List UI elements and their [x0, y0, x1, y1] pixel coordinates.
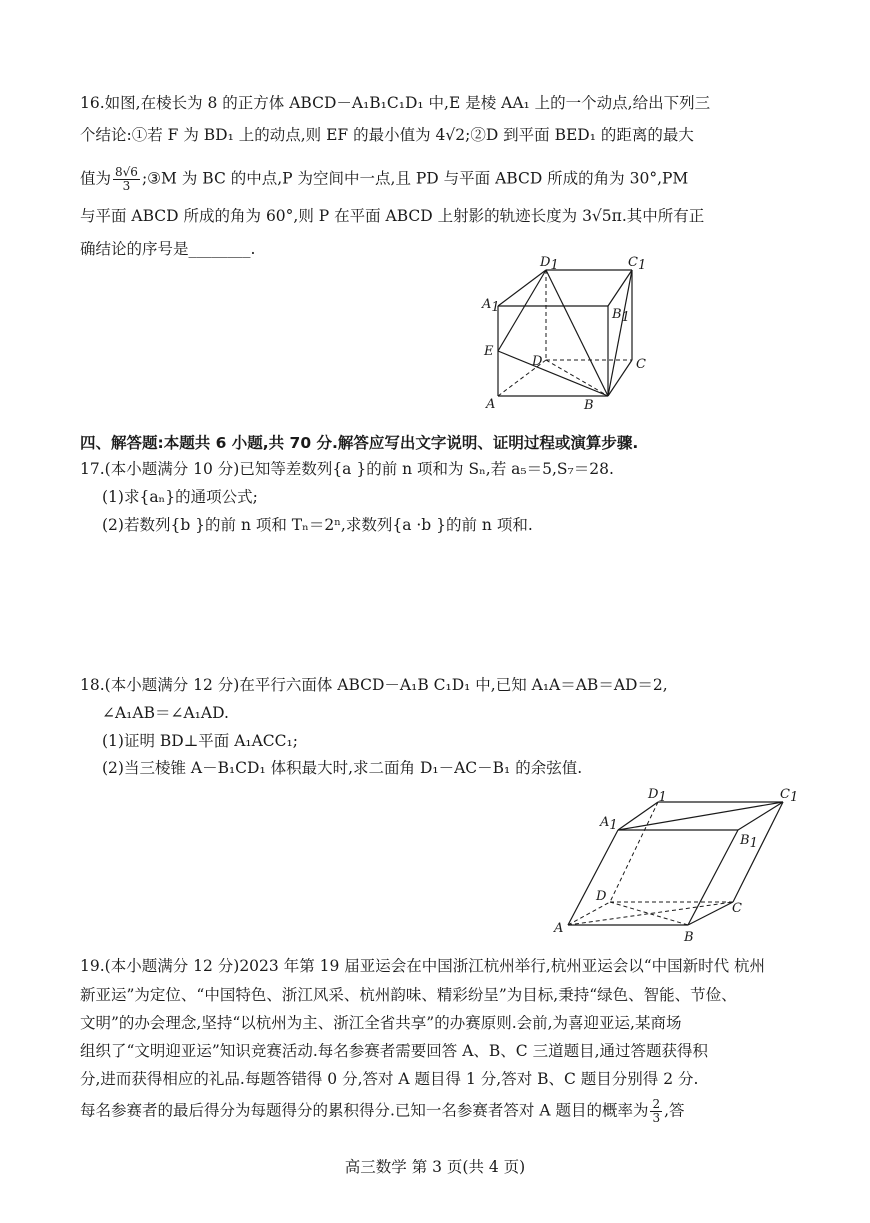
- q19-line2: 新亚运”为定位、“中国特色、浙江风采、杭州韵味、精彩纷呈”为目标,秉持“绿色、智能、节俭、: [80, 986, 737, 1004]
- q19-line4: 组织了“文明迎亚运”知识竞赛活动.每名参赛者需要回答 A、B、C 三道题目,通过答题获得积: [80, 1042, 709, 1060]
- q16-line4: 与平面 ABCD 所成的角为 60°,则 P 在平面 ABCD 上射影的轨迹长度为 3√5π.其中所有正: [80, 207, 705, 225]
- label-c: C: [732, 901, 742, 916]
- edge-a1d1: [498, 270, 546, 306]
- edge-d1d: [610, 802, 658, 902]
- label-b: B: [584, 398, 594, 413]
- cube-figure: [478, 256, 658, 416]
- q16-line3-pre: 值为: [80, 169, 112, 188]
- diagonal-a1c1: [618, 802, 783, 830]
- q16-fraction: [113, 166, 140, 193]
- q16-fraction-numerator: 8√6: [115, 165, 138, 179]
- label-b1: B1: [612, 307, 630, 325]
- label-d1: D1: [648, 787, 667, 805]
- q18-line2: ∠A₁AB＝∠A₁AD.: [102, 704, 229, 722]
- q16-fraction-denominator: 3: [122, 179, 131, 193]
- q17-line2: (1)求{aₙ}的通项公式;: [102, 488, 258, 506]
- q19-line1: 19.(本小题满分 12 分)2023 年第 19 届亚运会在中国浙江杭州举行,杭州亚运会以“中国新时代 杭州: [80, 957, 766, 975]
- q19-fraction-numerator: 2: [652, 1097, 661, 1111]
- q18-line4: (2)当三棱锥 A－B₁CD₁ 体积最大时,求二面角 D₁－AC－B₁ 的余弦值.: [102, 759, 583, 777]
- q16-line2: 个结论:①若 F 为 BD₁ 上的动点,则 EF 的最小值为 4√2;②D 到平面 BED₁ 的距离的最大: [80, 126, 694, 144]
- label-a1: A1: [482, 297, 500, 315]
- segment-d1e: [498, 270, 546, 351]
- label-a: A: [554, 921, 564, 936]
- label-c1: C1: [628, 255, 647, 273]
- q19-fraction-denominator: 3: [652, 1111, 661, 1125]
- label-c1: C1: [780, 787, 799, 805]
- q17-line1: 17.(本小题满分 10 分)已知等差数列{a }的前 n 项和为 Sₙ,若 a₅＝5,S₇＝28.: [80, 460, 614, 478]
- q19-line3: 文明”的办会理念,坚持“以杭州为主、浙江全省共享”的办赛原则.会前,为喜迎亚运,某商场: [80, 1014, 682, 1032]
- label-d: D: [532, 354, 543, 369]
- q19-line6-post: ,答: [664, 1101, 685, 1120]
- page-footer: 高三数学 第 3 页(共 4 页): [344, 1158, 526, 1176]
- q19-fraction: [650, 1098, 662, 1125]
- q16-line3: [80, 166, 688, 193]
- label-e: E: [484, 344, 494, 359]
- label-a: A: [486, 397, 496, 412]
- label-a1: A1: [600, 815, 618, 833]
- label-b: B: [684, 930, 694, 945]
- edge-a1d1: [618, 802, 658, 830]
- section-4-heading: 四、解答题:本题共 6 小题,共 70 分.解答应写出文字说明、证明过程或演算步骤.: [80, 434, 639, 452]
- label-c: C: [636, 357, 646, 372]
- label-d1: D1: [540, 255, 559, 273]
- q16-line1: 16.如图,在棱长为 8 的正方体 ABCD－A₁B₁C₁D₁ 中,E 是棱 AA₁ 上的一个动点,给出下列三: [80, 94, 711, 112]
- parallelepiped-figure: [548, 780, 798, 950]
- edge-b1b: [688, 830, 738, 925]
- segment-eb: [498, 351, 608, 396]
- q16-line5: 确结论的序号是________.: [80, 240, 256, 258]
- q19-line5: 分,进而获得相应的礼品.每题答错得 0 分,答对 A 题目得 1 分,答对 B、C 题目分别得 2 分.: [80, 1070, 699, 1088]
- q19-line6: [80, 1098, 685, 1125]
- q19-line6-pre: 每名参赛者的最后得分为每题得分的累积得分.已知一名参赛者答对 A 题目的概率为: [80, 1101, 649, 1120]
- q17-line3: (2)若数列{b }的前 n 项和 Tₙ＝2ⁿ,求数列{a ·b }的前 n 项和.: [102, 516, 533, 534]
- q18-line3: (1)证明 BD⊥平面 A₁ACC₁;: [102, 732, 298, 750]
- label-b1: B1: [740, 833, 758, 851]
- label-d: D: [596, 889, 607, 904]
- q16-line3-post: ;③M 为 BC 的中点,P 为空间中一点,且 PD 与平面 ABCD 所成的角为 30°,PM: [141, 169, 689, 188]
- segment-d1b: [546, 270, 608, 396]
- q18-line1: 18.(本小题满分 12 分)在平行六面体 ABCD－A₁B C₁D₁ 中,已知 A₁A＝AB＝AD＝2,: [80, 676, 668, 694]
- diagonal-db: [610, 902, 688, 925]
